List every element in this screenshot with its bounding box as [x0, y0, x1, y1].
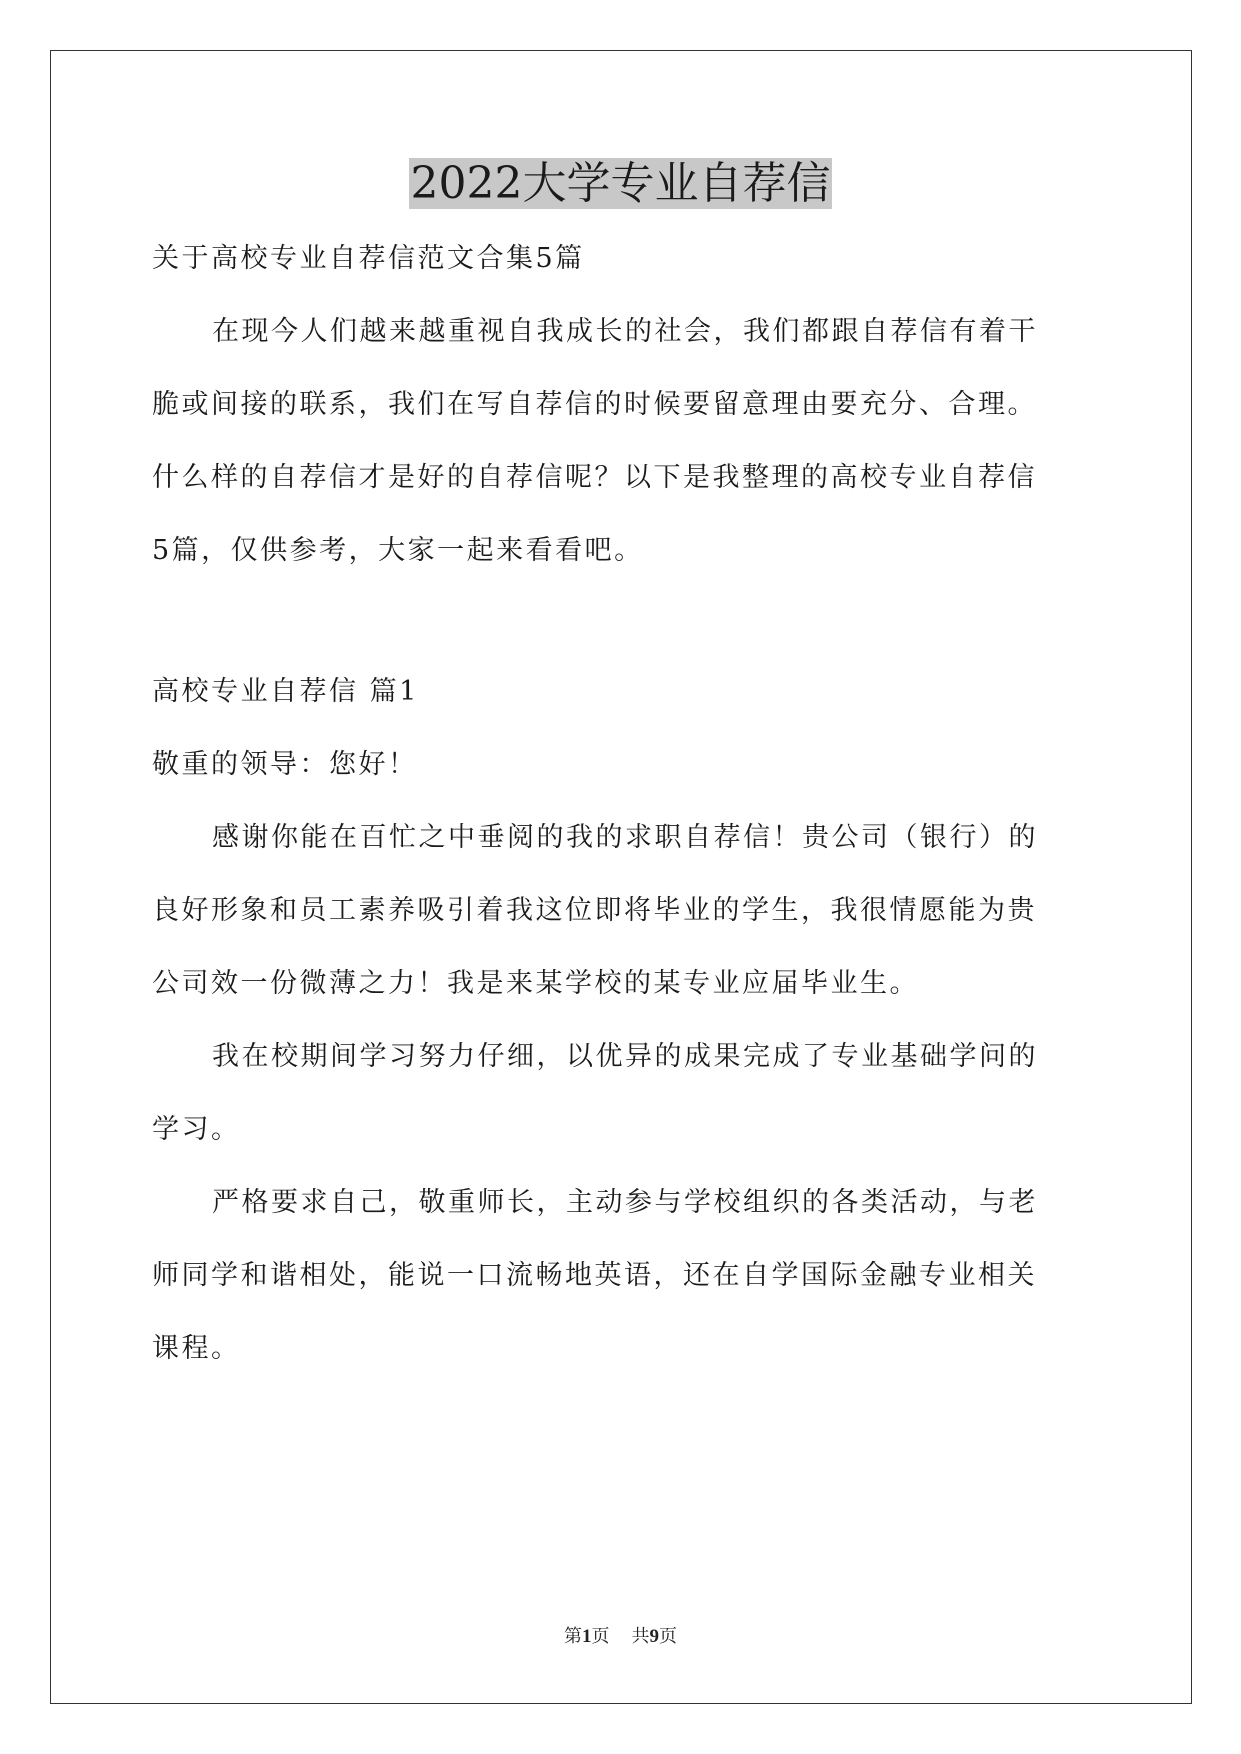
- para3-line-2: 师同学和谐相处，能说一口流畅地英语，还在自学国际金融专业相关: [152, 1260, 1037, 1291]
- intro-line-4: 5篇，仅供参考，大家一起来看看吧。: [152, 535, 644, 566]
- total-suffix: 页: [659, 1626, 677, 1647]
- para3-line-1: 严格要求自己，敬重师长，主动参与学校组织的各类活动，与老: [212, 1187, 1038, 1218]
- page-border: [50, 50, 1192, 1704]
- para1-line-2: 良好形象和员工素养吸引着我这位即将毕业的学生，我很情愿能为贵: [152, 895, 1037, 926]
- section-heading: 高校专业自荐信 篇1: [152, 676, 419, 707]
- page-footer: [0, 1622, 1241, 1648]
- page-prefix: 第: [564, 1626, 582, 1647]
- para1-line-3: 公司效一份微薄之力！我是来某学校的某专业应届毕业生。: [152, 968, 919, 999]
- document-title-text: 2022大学专业自荐信: [410, 158, 831, 209]
- document-title: [0, 156, 1241, 212]
- para2-line-2: 学习。: [152, 1114, 241, 1145]
- para1-line-1: 感谢你能在百忙之中垂阅的我的求职自荐信！贵公司（银行）的: [212, 822, 1038, 853]
- total-pages: 9: [649, 1626, 659, 1647]
- document-subtitle: 关于高校专业自荐信范文合集5篇: [152, 243, 585, 274]
- para2-line-1: 我在校期间学习努力仔细，以优异的成果完成了专业基础学问的: [212, 1041, 1038, 1072]
- para3-line-3: 课程。: [152, 1333, 241, 1364]
- intro-line-2: 脆或间接的联系，我们在写自荐信的时候要留意理由要充分、合理。: [152, 389, 1037, 420]
- page-suffix: 页: [591, 1626, 610, 1647]
- letter-greeting: 敬重的领导：您好！: [152, 749, 418, 780]
- intro-line-3: 什么样的自荐信才是好的自荐信呢？以下是我整理的高校专业自荐信: [152, 462, 1037, 493]
- total-prefix: 共: [631, 1626, 650, 1647]
- page-number: 1: [582, 1626, 592, 1647]
- intro-line-1: 在现今人们越来越重视自我成长的社会，我们都跟自荐信有着干: [212, 316, 1038, 347]
